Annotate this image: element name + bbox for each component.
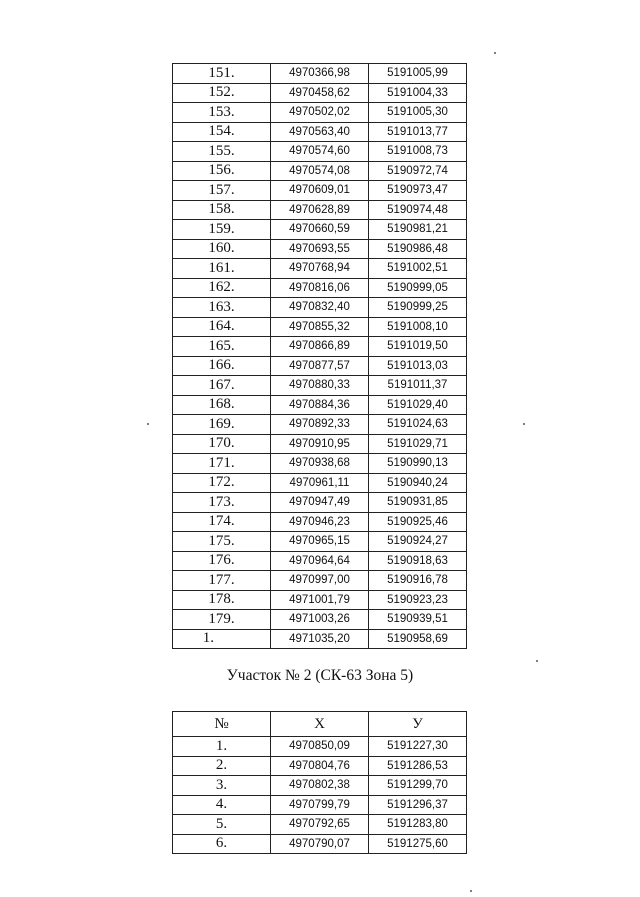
scan-speck	[523, 423, 525, 425]
scan-speck	[470, 890, 472, 892]
x-coordinate-cell: 4970880,33	[271, 376, 369, 396]
table-row	[173, 220, 467, 240]
point-number-cell: 164.	[173, 317, 271, 337]
table-row	[173, 200, 467, 220]
point-number-cell: 177.	[173, 571, 271, 591]
table-row	[173, 181, 467, 201]
x-coordinate-cell: 4970804,76	[271, 756, 369, 776]
table-header-row	[173, 712, 467, 737]
x-coordinate-cell: 4970866,89	[271, 337, 369, 357]
table-row	[173, 815, 467, 835]
table-row	[173, 337, 467, 357]
table-row	[173, 512, 467, 532]
y-coordinate-cell: 5191002,51	[369, 259, 467, 279]
y-coordinate-cell: 5191275,60	[369, 834, 467, 854]
point-number-cell: 165.	[173, 337, 271, 357]
y-coordinate-cell: 5190972,74	[369, 161, 467, 181]
table-row	[173, 376, 467, 396]
table-row	[173, 493, 467, 513]
coordinates-table-body	[173, 737, 467, 854]
x-coordinate-cell: 4970884,36	[271, 395, 369, 415]
y-coordinate-cell: 5191286,53	[369, 756, 467, 776]
y-coordinate-cell: 5190999,05	[369, 278, 467, 298]
y-coordinate-cell: 5191299,70	[369, 776, 467, 796]
y-coordinate-cell: 5191013,03	[369, 356, 467, 376]
point-number-cell: 5.	[173, 815, 271, 835]
table-row	[173, 259, 467, 279]
y-coordinate-cell: 5191011,37	[369, 376, 467, 396]
y-coordinate-cell: 5190974,48	[369, 200, 467, 220]
x-coordinate-cell: 4970946,23	[271, 512, 369, 532]
x-coordinate-cell: 4971035,20	[271, 629, 369, 649]
y-coordinate-cell: 5191029,40	[369, 395, 467, 415]
point-number-cell: 160.	[173, 239, 271, 259]
x-coordinate-cell: 4970947,49	[271, 493, 369, 513]
point-number-cell: 161.	[173, 259, 271, 279]
y-coordinate-cell: 5190924,27	[369, 532, 467, 552]
point-number-cell: 163.	[173, 298, 271, 318]
y-coordinate-cell: 5190916,78	[369, 571, 467, 591]
x-coordinate-cell: 4970997,00	[271, 571, 369, 591]
y-coordinate-cell: 5190918,63	[369, 551, 467, 571]
column-header-number: №	[173, 712, 271, 737]
point-number-cell: 173.	[173, 493, 271, 513]
scan-speck	[536, 660, 538, 662]
table-row	[173, 103, 467, 123]
x-coordinate-cell: 4970790,07	[271, 834, 369, 854]
point-number-cell: 3.	[173, 776, 271, 796]
x-coordinate-cell: 4970563,40	[271, 122, 369, 142]
point-number-cell: 156.	[173, 161, 271, 181]
x-coordinate-cell: 4970458,62	[271, 83, 369, 103]
y-coordinate-cell: 5190925,46	[369, 512, 467, 532]
table-row	[173, 834, 467, 854]
table-row	[173, 122, 467, 142]
y-coordinate-cell: 5190958,69	[369, 629, 467, 649]
point-number-cell: 168.	[173, 395, 271, 415]
point-number-cell: 178.	[173, 590, 271, 610]
y-coordinate-cell: 5191227,30	[369, 737, 467, 757]
point-number-cell: 1.	[173, 629, 271, 649]
table-row	[173, 473, 467, 493]
y-coordinate-cell: 5190940,24	[369, 473, 467, 493]
x-coordinate-cell: 4970961,11	[271, 473, 369, 493]
x-coordinate-cell: 4970693,55	[271, 239, 369, 259]
x-coordinate-cell: 4970965,15	[271, 532, 369, 552]
table-row	[173, 161, 467, 181]
scan-speck	[147, 423, 149, 425]
y-coordinate-cell: 5191019,50	[369, 337, 467, 357]
x-coordinate-cell: 4970366,98	[271, 64, 369, 84]
table-row	[173, 737, 467, 757]
x-coordinate-cell: 4970892,33	[271, 415, 369, 435]
x-coordinate-cell: 4970850,09	[271, 737, 369, 757]
table-row	[173, 434, 467, 454]
x-coordinate-cell: 4970816,06	[271, 278, 369, 298]
coordinates-table-body	[173, 64, 467, 649]
point-number-cell: 6.	[173, 834, 271, 854]
point-number-cell: 179.	[173, 610, 271, 630]
table-row	[173, 571, 467, 591]
point-number-cell: 172.	[173, 473, 271, 493]
table-row	[173, 532, 467, 552]
y-coordinate-cell: 5191004,33	[369, 83, 467, 103]
table-row	[173, 239, 467, 259]
x-coordinate-cell: 4970910,95	[271, 434, 369, 454]
point-number-cell: 153.	[173, 103, 271, 123]
y-coordinate-cell: 5190999,25	[369, 298, 467, 318]
table-row	[173, 590, 467, 610]
y-coordinate-cell: 5190990,13	[369, 454, 467, 474]
point-number-cell: 175.	[173, 532, 271, 552]
table-row	[173, 795, 467, 815]
y-coordinate-cell: 5191008,73	[369, 142, 467, 162]
x-coordinate-cell: 4970964,64	[271, 551, 369, 571]
table-row	[173, 454, 467, 474]
y-coordinate-cell: 5190931,85	[369, 493, 467, 513]
point-number-cell: 1.	[173, 737, 271, 757]
table-row	[173, 298, 467, 318]
y-coordinate-cell: 5191029,71	[369, 434, 467, 454]
point-number-cell: 159.	[173, 220, 271, 240]
table-row	[173, 415, 467, 435]
table-row	[173, 610, 467, 630]
x-coordinate-cell: 4970799,79	[271, 795, 369, 815]
coordinates-table-continued	[172, 63, 467, 649]
y-coordinate-cell: 5191005,99	[369, 64, 467, 84]
table-row	[173, 395, 467, 415]
x-coordinate-cell: 4970855,32	[271, 317, 369, 337]
point-number-cell: 2.	[173, 756, 271, 776]
y-coordinate-cell: 5190939,51	[369, 610, 467, 630]
y-coordinate-cell: 5191283,80	[369, 815, 467, 835]
point-number-cell: 174.	[173, 512, 271, 532]
point-number-cell: 155.	[173, 142, 271, 162]
x-coordinate-cell: 4970574,60	[271, 142, 369, 162]
scan-speck	[494, 52, 496, 54]
y-coordinate-cell: 5191013,77	[369, 122, 467, 142]
point-number-cell: 170.	[173, 434, 271, 454]
table-row	[173, 64, 467, 84]
x-coordinate-cell: 4970802,38	[271, 776, 369, 796]
table-row	[173, 776, 467, 796]
x-coordinate-cell: 4971001,79	[271, 590, 369, 610]
x-coordinate-cell: 4970938,68	[271, 454, 369, 474]
point-number-cell: 152.	[173, 83, 271, 103]
point-number-cell: 157.	[173, 181, 271, 201]
y-coordinate-cell: 5190986,48	[369, 239, 467, 259]
table-row	[173, 356, 467, 376]
y-coordinate-cell: 5191024,63	[369, 415, 467, 435]
x-coordinate-cell: 4970832,40	[271, 298, 369, 318]
y-coordinate-cell: 5190981,21	[369, 220, 467, 240]
column-header-y: У	[369, 712, 467, 737]
x-coordinate-cell: 4971003,26	[271, 610, 369, 630]
point-number-cell: 169.	[173, 415, 271, 435]
coordinates-table-plot-2	[172, 711, 467, 854]
section-title: Участок № 2 (СК-63 Зона 5)	[226, 667, 414, 684]
table-row	[173, 83, 467, 103]
table-row	[173, 756, 467, 776]
y-coordinate-cell: 5191296,37	[369, 795, 467, 815]
column-header-x: Х	[271, 712, 369, 737]
point-number-cell: 171.	[173, 454, 271, 474]
table-row	[173, 142, 467, 162]
y-coordinate-cell: 5191008,10	[369, 317, 467, 337]
x-coordinate-cell: 4970768,94	[271, 259, 369, 279]
point-number-cell: 4.	[173, 795, 271, 815]
point-number-cell: 176.	[173, 551, 271, 571]
table-row	[173, 317, 467, 337]
point-number-cell: 166.	[173, 356, 271, 376]
x-coordinate-cell: 4970628,89	[271, 200, 369, 220]
y-coordinate-cell: 5190973,47	[369, 181, 467, 201]
point-number-cell: 158.	[173, 200, 271, 220]
table-row	[173, 629, 467, 649]
y-coordinate-cell: 5190923,23	[369, 590, 467, 610]
x-coordinate-cell: 4970660,59	[271, 220, 369, 240]
x-coordinate-cell: 4970574,08	[271, 161, 369, 181]
y-coordinate-cell: 5191005,30	[369, 103, 467, 123]
table-row	[173, 551, 467, 571]
x-coordinate-cell: 4970502,02	[271, 103, 369, 123]
point-number-cell: 162.	[173, 278, 271, 298]
x-coordinate-cell: 4970877,57	[271, 356, 369, 376]
x-coordinate-cell: 4970792,65	[271, 815, 369, 835]
point-number-cell: 151.	[173, 64, 271, 84]
point-number-cell: 154.	[173, 122, 271, 142]
x-coordinate-cell: 4970609,01	[271, 181, 369, 201]
table-row	[173, 278, 467, 298]
point-number-cell: 167.	[173, 376, 271, 396]
